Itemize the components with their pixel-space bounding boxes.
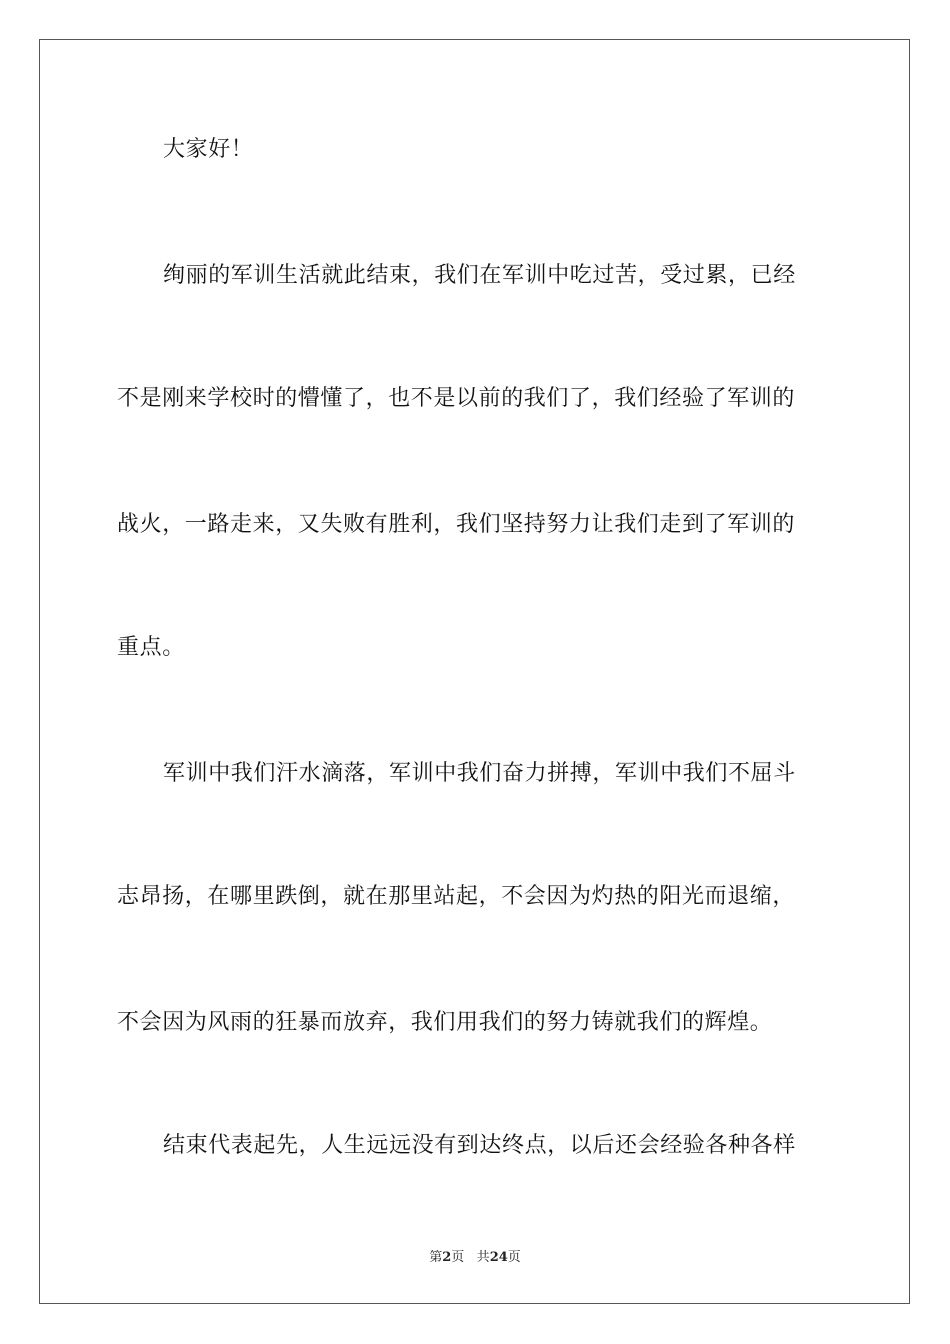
paragraph-1-line-3: 战火，一路走来，又失败有胜利，我们坚持努力让我们走到了军训的 bbox=[117, 512, 796, 537]
paragraph-3-line-1: 结束代表起先，人生远远没有到达终点，以后还会经验各种各样 bbox=[163, 1133, 796, 1158]
paragraph-1-line-2: 不是刚来学校时的懵懂了，也不是以前的我们了，我们经验了军训的 bbox=[117, 386, 796, 411]
paragraph-2-line-2: 志昂扬，在哪里跌倒，就在那里站起，不会因为灼热的阳光而退缩， bbox=[117, 884, 796, 909]
paragraph-2-line-3: 不会因为风雨的狂暴而放弃，我们用我们的努力铸就我们的辉煌。 bbox=[117, 1010, 773, 1035]
paragraph-1-line-1: 绚丽的军训生活就此结束，我们在军训中吃过苦，受过累，已经 bbox=[163, 263, 796, 288]
greeting-line: 大家好！ bbox=[163, 137, 254, 162]
footer-page-prefix: 第 bbox=[429, 1250, 443, 1265]
footer-page-suffix: 页 bbox=[451, 1250, 465, 1265]
page-border bbox=[39, 39, 910, 1304]
page-footer bbox=[0, 1246, 950, 1265]
footer-total-suffix: 页 bbox=[507, 1250, 521, 1265]
footer-page-number: 2 bbox=[442, 1250, 452, 1265]
paragraph-1-line-4: 重点。 bbox=[117, 635, 185, 660]
paragraph-2-line-1: 军训中我们汗水滴落，军训中我们奋力拼搏，军训中我们不屈斗 bbox=[163, 761, 796, 786]
footer-total-prefix: 共 bbox=[476, 1250, 490, 1265]
footer-total-pages: 24 bbox=[489, 1250, 508, 1265]
